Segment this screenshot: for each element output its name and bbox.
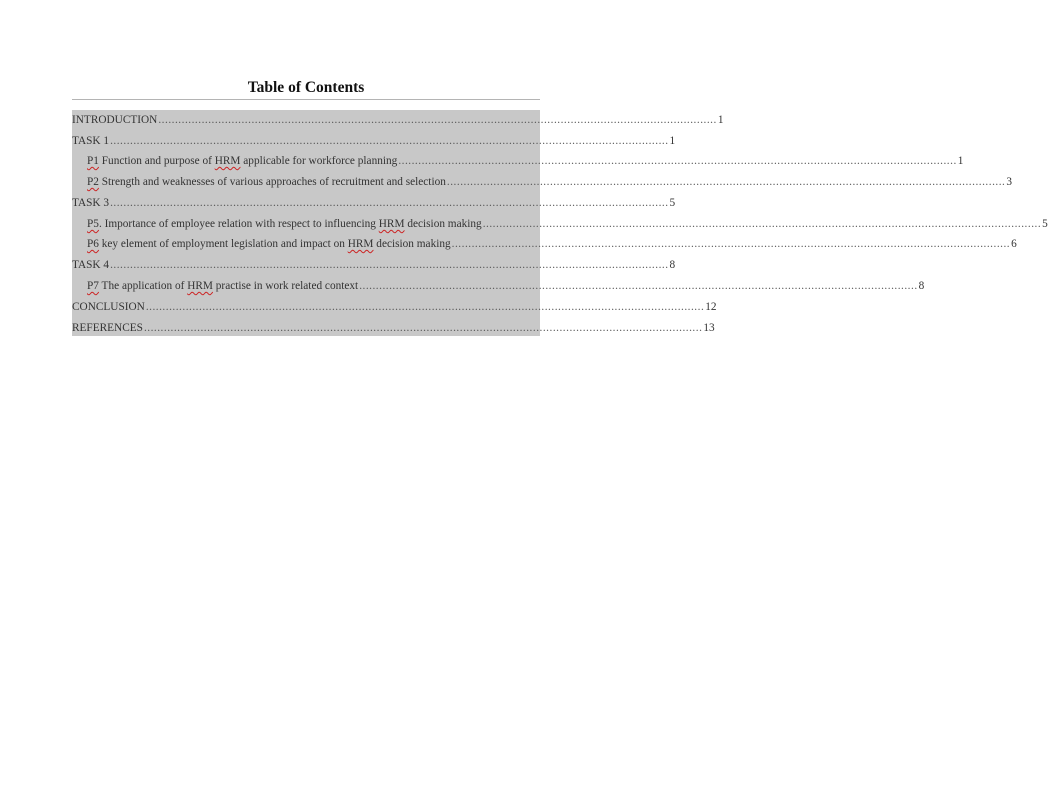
toc-page-number: 8 xyxy=(918,280,925,292)
dot-leader: ........................................................................................................................................................................ xyxy=(482,218,1042,230)
dot-leader: ........................................................................................................................................................................ xyxy=(145,301,705,313)
toc-entry-label: TASK 1 xyxy=(72,135,110,147)
toc-entry-p2[interactable] xyxy=(87,172,1013,192)
dot-leader: ........................................................................................................................................................................ xyxy=(110,197,669,209)
toc-page-number: 12 xyxy=(705,301,717,313)
toc-page-number: 13 xyxy=(703,322,715,334)
dot-leader: ........................................................................................................................................................................ xyxy=(110,259,669,271)
toc-entry-label: P1 Function and purpose of HRM applicable for workforce planning xyxy=(87,155,398,167)
toc-entry-label: P6 key element of employment legislation and impact on HRM decision making xyxy=(87,238,451,250)
toc-title: Table of Contents xyxy=(247,79,365,96)
toc-entry-p5[interactable] xyxy=(87,214,1048,234)
dot-leader: ........................................................................................................................................................................ xyxy=(451,238,1011,250)
toc-page-number: 3 xyxy=(1006,176,1013,188)
toc-page-number: 1 xyxy=(957,155,964,167)
toc-page-number: 6 xyxy=(1011,238,1017,250)
toc-entry-references[interactable] xyxy=(72,318,715,338)
toc-entry-label: CONCLUSION xyxy=(72,301,145,313)
toc-entry-p7[interactable] xyxy=(87,276,925,296)
toc-page-number: 5 xyxy=(1042,218,1048,230)
toc-entry-label: INTRODUCTION xyxy=(72,114,158,126)
toc-entry-task-4[interactable] xyxy=(72,255,676,275)
toc-entry-p1[interactable] xyxy=(87,151,964,171)
dot-leader: ........................................................................................................................................................................ xyxy=(158,114,717,126)
toc-entry-label: P2 Strength and weaknesses of various approaches of recruitment and selection xyxy=(87,176,446,188)
dot-leader: ........................................................................................................................................................................ xyxy=(110,135,669,147)
toc-entry-task-1[interactable] xyxy=(72,131,676,151)
toc-entry-introduction[interactable] xyxy=(72,110,724,130)
dot-leader: ........................................................................................................................................................................ xyxy=(143,322,703,334)
toc-entry-label: P5. Importance of employee relation with respect to influencing HRM decision making xyxy=(87,218,482,230)
toc-page-number: 1 xyxy=(717,114,724,126)
toc-entry-task-3[interactable] xyxy=(72,193,676,213)
dot-leader: ........................................................................................................................................................................ xyxy=(398,155,957,167)
toc-entry-p6[interactable] xyxy=(87,234,1017,254)
toc-entry-label: REFERENCES xyxy=(72,322,143,334)
toc-entry-conclusion[interactable] xyxy=(72,297,717,317)
toc-entry-label: P7 The application of HRM practise in work related context xyxy=(87,280,359,292)
toc-page-number: 8 xyxy=(669,259,676,271)
toc-page-number: 1 xyxy=(669,135,676,147)
title-divider xyxy=(72,99,540,100)
toc-entry-label: TASK 4 xyxy=(72,259,110,271)
dot-leader: ........................................................................................................................................................................ xyxy=(446,176,1006,188)
dot-leader: ........................................................................................................................................................................ xyxy=(359,280,918,292)
toc-entry-label: TASK 3 xyxy=(72,197,110,209)
toc-page-number: 5 xyxy=(669,197,676,209)
